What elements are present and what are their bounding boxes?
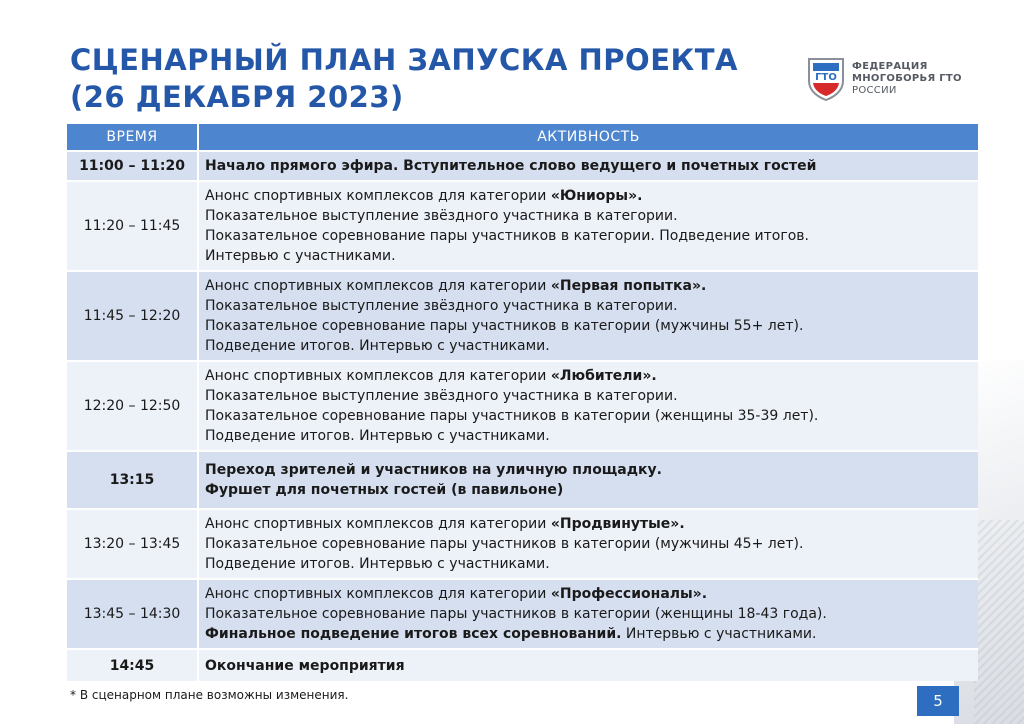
- table-row: [67, 509, 978, 579]
- activity-line: [205, 246, 972, 266]
- logo-line-2: МНОГОБОРЬЯ ГТО: [852, 73, 962, 84]
- activity-line: [205, 226, 972, 246]
- activity-line: [205, 276, 972, 296]
- table-row: [67, 151, 978, 181]
- time-cell: 13:45 – 14:30: [67, 579, 198, 649]
- activity-text: Начало прямого эфира. Вступительное слово ведущего и почетных гостей: [205, 158, 817, 174]
- time-cell: 13:20 – 13:45: [67, 509, 198, 579]
- activity-text: Анонс спортивных комплексов для категории: [205, 368, 551, 384]
- activity-text: «Первая попытка».: [550, 278, 707, 294]
- background-hatching: [974, 520, 1024, 724]
- activity-text: Показательное соревнование пары участников в категории (мужчины 45+ лет).: [205, 536, 804, 552]
- gto-federation-logo: [806, 57, 962, 101]
- activity-text: Показательное выступление звёздного участника в категории.: [205, 298, 678, 314]
- activity-line: [205, 554, 972, 574]
- column-header-activity: АКТИВНОСТЬ: [198, 124, 978, 151]
- time-cell: 14:45: [67, 649, 198, 681]
- activity-text: Показательное соревнование пары участников в категории. Подведение итогов.: [205, 228, 809, 244]
- activity-text: Показательное соревнование пары участников в категории (женщины 35-39 лет).: [205, 408, 819, 424]
- activity-line: [205, 460, 972, 480]
- activity-text: Подведение итогов. Интервью с участниками.: [205, 556, 550, 572]
- page-title: [70, 42, 738, 116]
- activity-cell: [198, 151, 978, 181]
- schedule-body: [67, 151, 978, 681]
- time-cell: 11:20 – 11:45: [67, 181, 198, 271]
- logo-line-1: ФЕДЕРАЦИЯ: [852, 61, 928, 72]
- activity-text: Показательное соревнование пары участников в категории (мужчины 55+ лет).: [205, 318, 804, 334]
- table-row: [67, 579, 978, 649]
- activity-cell: [198, 271, 978, 361]
- activity-line: [205, 336, 972, 356]
- activity-text: Интервью с участниками.: [205, 248, 396, 264]
- activity-text: Показательное соревнование пары участников в категории (женщины 18-43 года).: [205, 606, 827, 622]
- activity-cell: [198, 509, 978, 579]
- time-cell: 11:00 – 11:20: [67, 151, 198, 181]
- activity-line: [205, 426, 972, 446]
- activity-text: Интервью с участниками.: [621, 626, 817, 642]
- activity-line: [205, 296, 972, 316]
- activity-text: «Любители».: [550, 368, 657, 384]
- time-cell: 13:15: [67, 451, 198, 509]
- activity-text: Показательное выступление звёздного участника в категории.: [205, 388, 678, 404]
- activity-line: [205, 534, 972, 554]
- time-cell: 12:20 – 12:50: [67, 361, 198, 451]
- logo-shield-text: ГТО: [815, 72, 837, 83]
- logo-text: [852, 61, 962, 97]
- activity-text: Подведение итогов. Интервью с участниками.: [205, 428, 550, 444]
- table-row: [67, 451, 978, 509]
- activity-text: Подведение итогов. Интервью с участниками.: [205, 338, 550, 354]
- schedule-table: [67, 124, 978, 681]
- logo-line-3: РОССИИ: [852, 85, 897, 96]
- footnote: * В сценарном плане возможны изменения.: [70, 688, 349, 702]
- activity-line: [205, 186, 972, 206]
- table-row: [67, 649, 978, 681]
- activity-cell: [198, 181, 978, 271]
- table-row: [67, 181, 978, 271]
- activity-text: «Продвинутые».: [550, 516, 685, 532]
- activity-text: Анонс спортивных комплексов для категории: [205, 188, 551, 204]
- activity-text: «Профессионалы».: [550, 586, 708, 602]
- column-header-time: ВРЕМЯ: [67, 124, 198, 151]
- time-cell: 11:45 – 12:20: [67, 271, 198, 361]
- activity-text: Фуршет для почетных гостей (в павильоне): [205, 482, 564, 498]
- activity-line: [205, 406, 972, 426]
- table-row: [67, 271, 978, 361]
- table-row: [67, 361, 978, 451]
- activity-text: Финальное подведение итогов всех соревнований.: [205, 626, 622, 642]
- activity-text: Анонс спортивных комплексов для категории: [205, 516, 551, 532]
- table-header-row: [67, 124, 978, 151]
- activity-text: Показательное выступление звёздного участника в категории.: [205, 208, 678, 224]
- activity-cell: [198, 361, 978, 451]
- activity-text: Анонс спортивных комплексов для категории: [205, 586, 551, 602]
- activity-line: [205, 386, 972, 406]
- activity-text: «Юниоры».: [550, 188, 643, 204]
- title-line-2: (26 ДЕКАБРЯ 2023): [70, 80, 404, 114]
- gto-shield-icon: [806, 57, 846, 101]
- page-number-badge: 5: [917, 686, 959, 716]
- activity-line: [205, 316, 972, 336]
- activity-line: [205, 514, 972, 534]
- activity-text: Переход зрителей и участников на уличную площадку.: [205, 462, 662, 478]
- activity-text: Окончание мероприятия: [205, 657, 405, 674]
- title-line-1: СЦЕНАРНЫЙ ПЛАН ЗАПУСКА ПРОЕКТА: [70, 43, 738, 77]
- activity-cell: [198, 649, 978, 681]
- activity-line: [205, 624, 972, 644]
- activity-line: [205, 480, 972, 500]
- activity-line: [205, 206, 972, 226]
- activity-cell: [198, 451, 978, 509]
- activity-line: [205, 604, 972, 624]
- activity-cell: [198, 579, 978, 649]
- activity-line: [205, 656, 972, 676]
- activity-line: [205, 156, 972, 176]
- activity-line: [205, 584, 972, 604]
- activity-line: [205, 366, 972, 386]
- activity-text: Анонс спортивных комплексов для категории: [205, 278, 551, 294]
